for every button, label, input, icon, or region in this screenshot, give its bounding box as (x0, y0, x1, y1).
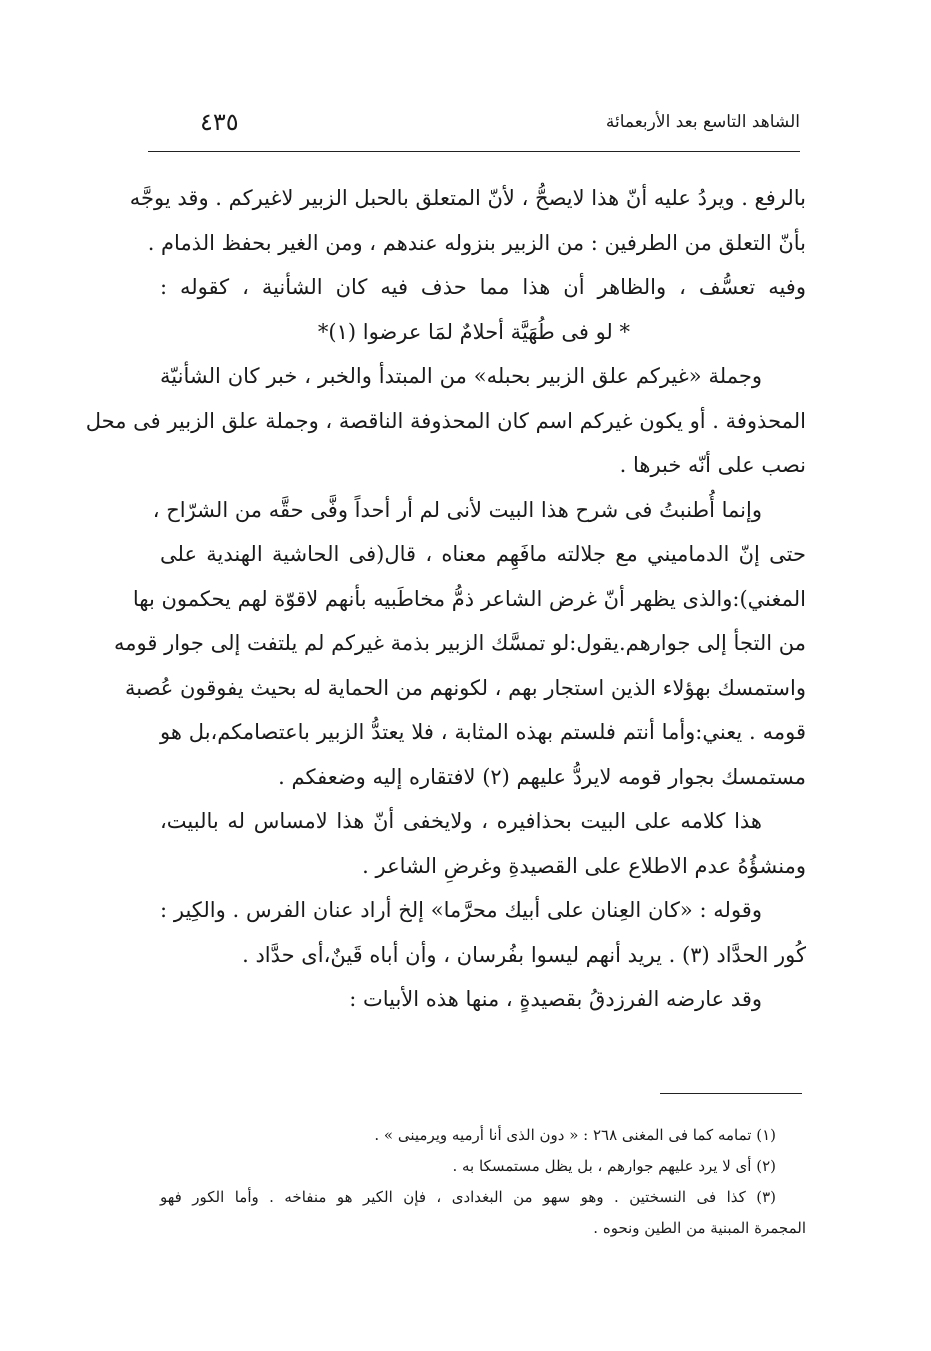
text-line: وإنما أُطنبتُ فى شرح هذا البيت لأنى لم أر أحداً وفَّى حقَّه من الشرّاح ، (152, 497, 762, 522)
text-line: واستمسك بهؤلاء الذين استجار بهم ، لكونهم من الحماية له بحيث يفوقون عُصبة (124, 675, 806, 700)
text-line: وجملة «غيركم علق الزبير بحبله» من المبتدأ والخبر ، خبر كان الشأنيّة (160, 364, 762, 388)
header-rule (148, 151, 800, 152)
running-title: الشاهد التاسع بعد الأربعمائة (605, 112, 800, 132)
text-line: من التجأ إلى جوارهم.يقول:لو تمسَّك الزبير بذمة غيركم لم يلتفت إلى جوار قومه (114, 631, 806, 655)
text-line: وفيه تعسُّف ، والظاهر أن هذا مما حذف فيه كان الشأنية ، كقوله : (160, 275, 806, 299)
text-line: مستمسك بجوار قومه لايردُّ عليهم (٢) لافتقاره إليه وضعفكم . (278, 764, 806, 789)
text-line: بالرفع . ويردُ عليه أنّ هذا لايصحُّ ، لأنّ المتعلق بالحبل الزبير لاغيركم . وقد يوجَّه (129, 186, 806, 210)
footnote-line: (٢) أى لا يرد عليهم جوارهم ، بل يظل مستمسكا به . (452, 1157, 776, 1175)
verse-line: * لو فى طُهَيَّة أحلامٌ لمَا عرضوا (١)* (317, 319, 630, 344)
text-line: نصب على أنّه خبرها . (619, 453, 806, 477)
page-number: ٤٣٥ (200, 108, 239, 136)
text-line: وقوله : «كان العِنان على أبيك محرَّما» إلخ أراد عنان الفرس . والكِير : (160, 898, 762, 922)
text-line: كُور الحدَّاد (٣) . يريد أنهم ليسوا بفُرسان ، وأن أباه قَينٌ،أى حدَّاد . (242, 942, 806, 967)
text-line: بأنّ التعلق من الطرفين : من الزبير بنزوله عندهم ، ومن الغير بحفظ الذمام . (147, 230, 806, 255)
text-line: قومه . يعني:وأما أنتم فلستم بهذه المثابة ، فلا يعتدُّ الزبير باعتصامكم،بل هو (160, 720, 806, 744)
footnote-line: المجمرة المبنية من الطين ونحوه . (593, 1219, 806, 1237)
footnote-line: (١) تمامه كما فى المغنى ٢٦٨ : « دون الذى أنا أرميه ويرمينى » . (374, 1126, 776, 1144)
text-line: حتى إنّ الدماميني مع جلالته مافَهِم معناه ، قال(فى الحاشية الهندية على (160, 542, 806, 566)
footnotes (160, 1120, 806, 1244)
main-text (85, 176, 806, 1022)
text-line: المغني):والذى يظهر أنّ غرض الشاعر ذمُّ مخاطَبيه بأنهم لاقوّة لهم يحكمون بها (132, 586, 806, 611)
text-line: هذا كلامه على البيت بحذافيره ، ولايخفى أنّ هذا لامساس له بالبيت، (160, 809, 762, 833)
text-line: وقد عارضه الفرزدقُ بقصيدةٍ ، منها هذه الأبيات : (349, 987, 762, 1011)
text-line: ومنشؤُهُ عدم الاطلاع على القصيدةِ وغرضِ الشاعر . (362, 853, 806, 878)
footnote-rule (660, 1093, 802, 1094)
footnote-line: (٣) كذا فى النسختين . وهو سهو من البغدادى ، فإن الكير هو منفاخه . وأما الكور فهو (160, 1188, 776, 1206)
text-line: المحذوفة . أو يكون غيركم اسم كان المحذوفة الناقصة ، وجملة علق الزبير فى محل (85, 408, 806, 433)
running-header (150, 108, 800, 146)
